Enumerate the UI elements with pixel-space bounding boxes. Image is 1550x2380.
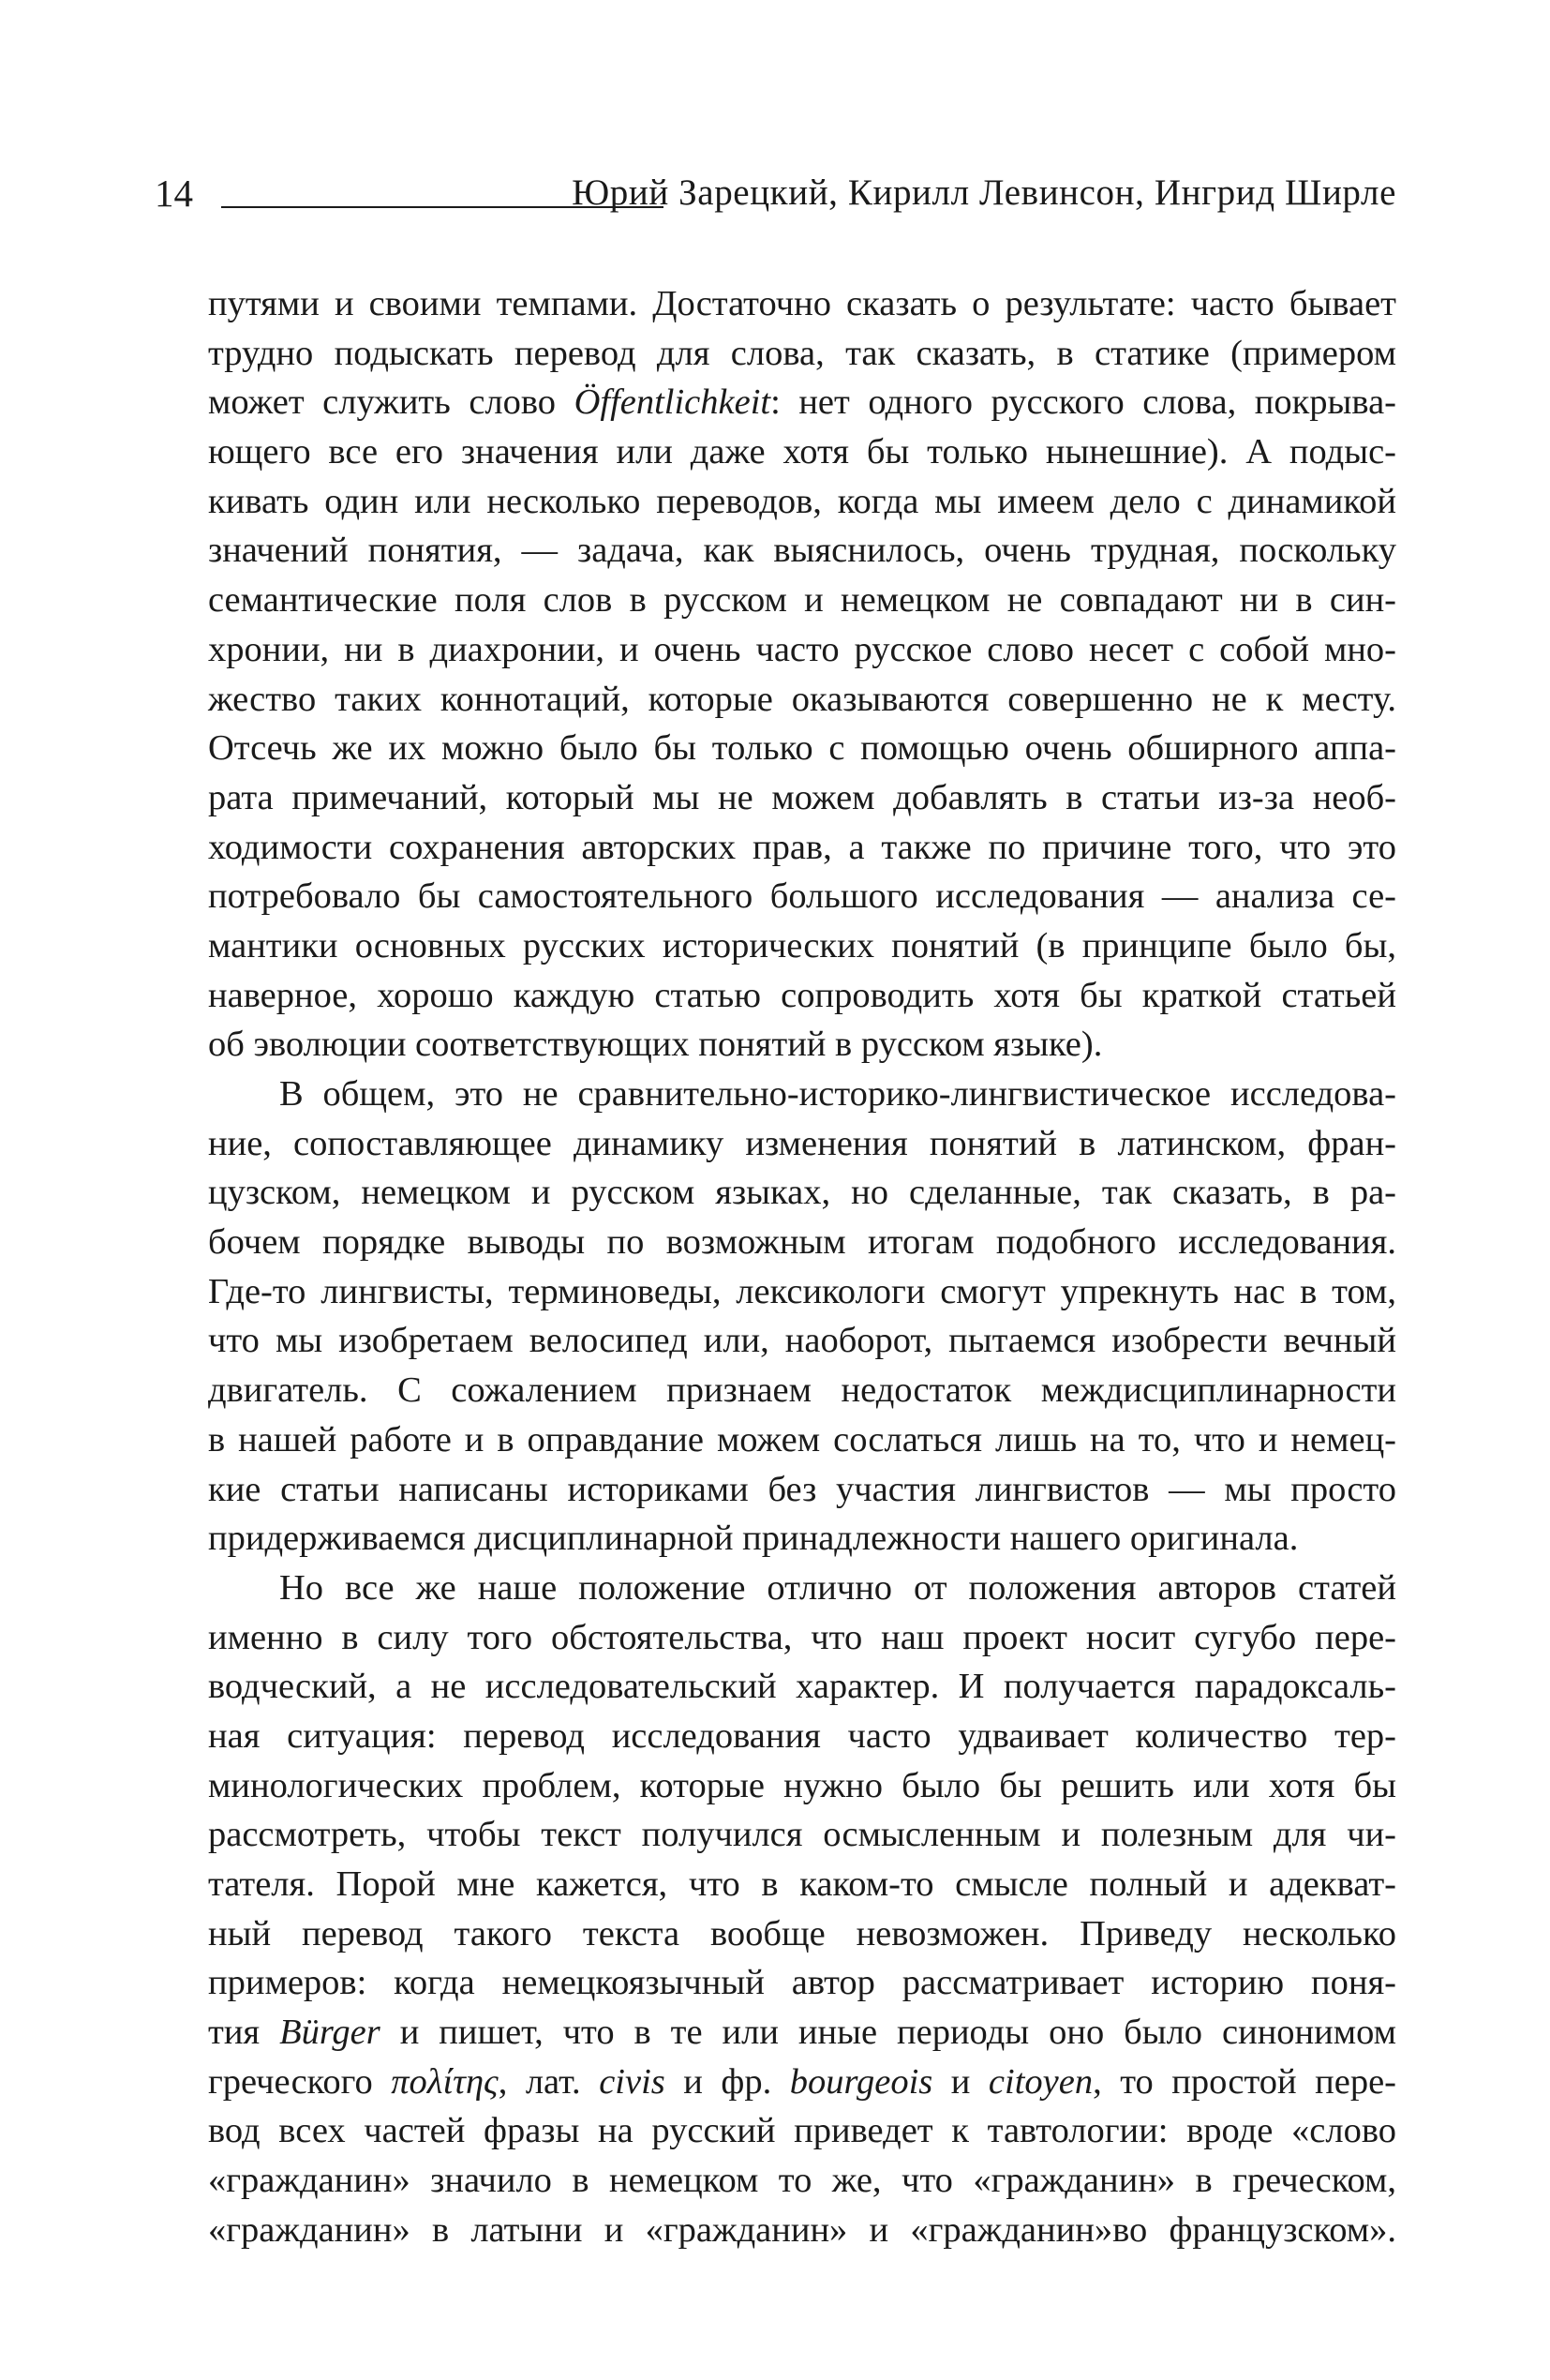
text-line	[208, 625, 1396, 675]
running-head: Юрий Зарецкий, Кирилл Левинсон, Ингрид Ширле	[572, 172, 1396, 213]
italic-term: Öffentlichkeit	[574, 382, 771, 423]
text-segment: водческий, а не исследовательский характер. И получается парадоксаль-	[208, 1667, 1396, 1707]
text-line	[208, 2058, 1396, 2107]
italic-term: Bürger	[279, 2013, 380, 2053]
text-segment: : нет одного русского слова, покрыва-	[770, 382, 1396, 423]
text-line	[208, 921, 1396, 971]
italic-term: citoyen	[988, 2061, 1094, 2102]
text-segment: придерживаемся дисциплинарной принадлежности нашего оригинала.	[208, 1519, 1299, 1559]
text-line	[208, 329, 1396, 379]
text-line	[208, 2008, 1396, 2058]
text-line	[208, 1514, 1396, 1564]
text-line	[208, 823, 1396, 873]
text-line	[208, 1810, 1396, 1860]
text-segment: Отсечь же их можно было бы только с помощью очень обширного аппа-	[208, 728, 1396, 769]
text-line	[208, 1020, 1396, 1070]
text-line	[208, 1712, 1396, 1761]
text-segment: , то простой пере-	[1093, 2061, 1396, 2102]
text-line	[208, 526, 1396, 576]
text-segment: греческого	[208, 2061, 392, 2102]
italic-term: πολίτης	[391, 2061, 499, 2102]
text-line	[208, 279, 1396, 329]
text-segment: цузском, немецком и русском языках, но сделанные, так сказать, в ра-	[208, 1173, 1396, 1213]
text-segment: и пишет, что в те или иные периоды оно было синонимом	[380, 2013, 1396, 2053]
page-number: 14	[155, 172, 193, 215]
text-segment: жество таких коннотаций, которые оказываются совершенно не к месту.	[208, 679, 1396, 719]
text-segment: ный перевод такого текста вообще невозможен. Приведу несколько	[208, 1913, 1396, 1953]
text-segment: может служить слово	[208, 382, 574, 423]
body-text	[208, 279, 1396, 2255]
text-segment: двигатель. С сожалением признаем недостаток междисциплинарности	[208, 1370, 1396, 1411]
text-line	[208, 675, 1396, 725]
text-line	[208, 1761, 1396, 1811]
text-segment: , лат.	[498, 2061, 600, 2102]
text-line	[208, 576, 1396, 625]
text-line	[208, 1860, 1396, 1909]
text-line	[208, 1958, 1396, 2008]
text-segment: В общем, это не сравнительно-историко-лингвистическое исследова-	[279, 1074, 1396, 1114]
italic-term: civis	[599, 2061, 665, 2102]
text-segment: Где-то лингвисты, терминоведы, лексикологи смогут упрекнуть нас в том,	[208, 1271, 1396, 1311]
text-segment: в нашей работе и в оправдание можем сослаться лишь на то, что и немец-	[208, 1419, 1396, 1459]
text-line	[208, 1465, 1396, 1515]
text-segment: семантические поля слов в русском и немецком не совпадают ни в син-	[208, 580, 1396, 621]
text-segment: ющего все его значения или даже хотя бы только нынешние). А подыс-	[208, 432, 1396, 472]
text-line	[208, 2106, 1396, 2156]
text-segment: и	[932, 2061, 989, 2102]
text-segment: мантики основных русских исторических понятий (в принципе было бы,	[208, 925, 1396, 965]
text-line	[208, 477, 1396, 527]
text-segment: «гражданин» значило в немецком то же, что «гражданин» в греческом,	[208, 2161, 1396, 2201]
text-segment: наверное, хорошо каждую статью сопроводить хотя бы краткой статьей	[208, 975, 1396, 1015]
text-segment: минологических проблем, которые нужно было бы решить или хотя бы	[208, 1765, 1396, 1805]
text-line	[208, 724, 1396, 773]
text-segment: кие статьи написаны историками без участия лингвистов — мы просто	[208, 1469, 1396, 1509]
text-line	[208, 1316, 1396, 1366]
text-segment: именно в силу того обстоятельства, что наш проект носит сугубо пере-	[208, 1617, 1396, 1657]
text-segment: значений понятия, — задача, как выяснилось, очень трудная, поскольку	[208, 531, 1396, 571]
text-segment: хронии, ни в диахронии, и очень часто русское слово несет с собой мно-	[208, 629, 1396, 669]
text-segment: трудно подыскать перевод для слова, так сказать, в статике (примером	[208, 333, 1396, 373]
text-segment: «гражданин» в латыни и «гражданин» и «гражданин»во французском».	[208, 2209, 1396, 2250]
text-line	[208, 2206, 1396, 2255]
text-segment: ная ситуация: перевод исследования часто удваивает количество тер-	[208, 1715, 1396, 1756]
text-segment: тателя. Порой мне кажется, что в каком-то смысле полный и адекват-	[208, 1864, 1396, 1904]
text-segment: вод всех частей фразы на русский приведет к тавтологии: вроде «слово	[208, 2111, 1396, 2151]
text-line	[208, 872, 1396, 921]
text-segment: примеров: когда немецкоязычный автор рассматривает историю поня-	[208, 1963, 1396, 2003]
text-segment: ние, сопоставляющее динамику изменения понятий в латинском, фран-	[208, 1123, 1396, 1163]
text-segment: кивать один или несколько переводов, когда мы имеем дело с динамикой	[208, 481, 1396, 521]
text-segment: потребовало бы самостоятельного большого исследования — анализа се-	[208, 876, 1396, 917]
text-line	[208, 971, 1396, 1021]
text-segment: тия	[208, 2013, 280, 2053]
text-segment: Но все же наше положение отлично от положения авторов статей	[279, 1567, 1396, 1608]
italic-term: bourgeois	[789, 2061, 933, 2102]
text-line	[208, 1366, 1396, 1415]
text-line	[208, 1909, 1396, 1959]
text-line	[208, 1564, 1396, 1613]
text-line	[208, 1267, 1396, 1317]
text-segment: рассмотреть, чтобы текст получился осмысленным и полезным для чи-	[208, 1815, 1396, 1855]
text-line	[208, 378, 1396, 427]
text-segment: что мы изобретаем велосипед или, наоборот, пытаемся изобрести вечный	[208, 1321, 1396, 1361]
text-line	[208, 1613, 1396, 1663]
text-segment: бочем порядке выводы по возможным итогам подобного исследования.	[208, 1222, 1396, 1263]
text-segment: путями и своими темпами. Достаточно сказать о результате: часто бывает	[208, 284, 1396, 323]
text-line	[208, 1218, 1396, 1267]
text-line	[208, 1168, 1396, 1218]
page-header	[155, 167, 1396, 219]
text-segment: об эволюции соответствующих понятий в русском языке).	[208, 1025, 1103, 1065]
text-line	[208, 1119, 1396, 1169]
text-segment: ходимости сохранения авторских прав, а также по причине того, что это	[208, 827, 1396, 867]
text-line	[208, 1662, 1396, 1712]
text-line	[208, 1415, 1396, 1465]
text-line	[208, 2156, 1396, 2206]
text-segment: рата примечаний, который мы не можем добавлять в статьи из-за необ-	[208, 777, 1396, 817]
text-line	[208, 1070, 1396, 1119]
text-line	[208, 773, 1396, 823]
text-line	[208, 427, 1396, 477]
text-segment: и фр.	[664, 2061, 790, 2102]
